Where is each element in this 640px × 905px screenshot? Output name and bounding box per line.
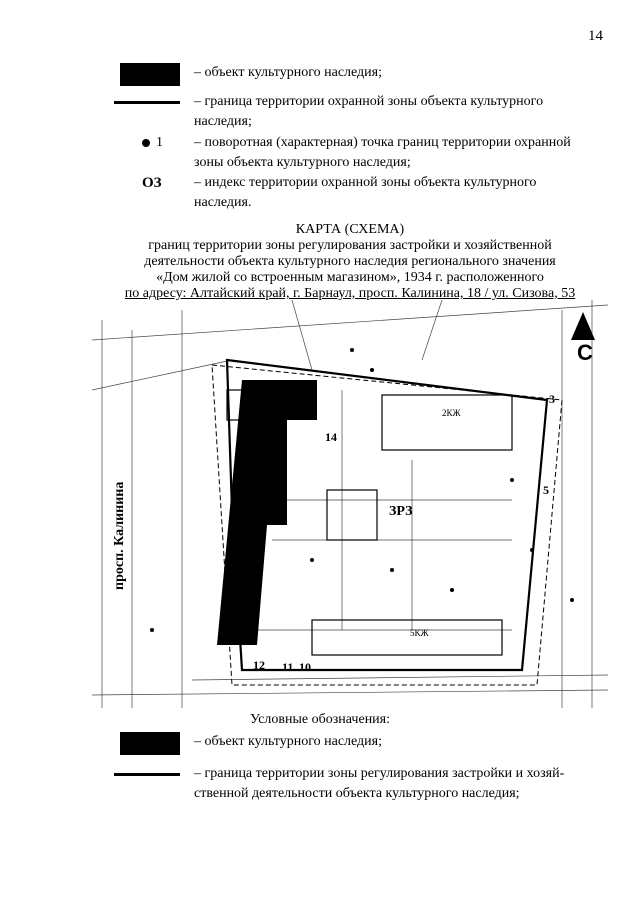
legend-heading: Условные обозначения: bbox=[249, 712, 391, 727]
legend-text: – объект культурного наследия; bbox=[194, 734, 382, 749]
point-label: 14 bbox=[325, 430, 337, 444]
black-fill-swatch bbox=[120, 63, 180, 86]
legend-text: – граница территории охранной зоны объекта культурного bbox=[194, 94, 544, 109]
page-number: 14 bbox=[588, 28, 603, 44]
legend-text: – индекс территории охранной зоны объекта культурного bbox=[194, 175, 537, 190]
building-label: 5КЖ bbox=[410, 628, 429, 638]
point-label: 12 bbox=[253, 658, 265, 672]
map-title-line: «Дом жилой со встроенным магазином», 1934 г. расположенного bbox=[156, 270, 544, 285]
point-label: 11 bbox=[282, 660, 294, 674]
legend-text: ственной деятельности объекта культурного наследия; bbox=[194, 786, 520, 801]
map-title-line: границ территории зоны регулирования застройки и хозяйственной bbox=[148, 238, 552, 253]
point-label: 5 bbox=[543, 483, 549, 497]
map-title-line: по адресу: Алтайский край, г. Барнаул, просп. Калинина, 18 / ул. Сизова, 53 bbox=[124, 286, 576, 301]
zone-index-label: ЗРЗ bbox=[389, 504, 413, 519]
legend-text: наследия. bbox=[194, 195, 252, 210]
legend-text: – поворотная (характерная) точка границ территории охранной bbox=[194, 135, 571, 150]
point-number: 1 bbox=[156, 135, 163, 150]
north-arrow-icon bbox=[571, 312, 595, 340]
legend-text: – объект культурного наследия; bbox=[194, 65, 382, 80]
point-label: 13 bbox=[286, 380, 298, 394]
legend-text: наследия; bbox=[194, 114, 252, 129]
site-map bbox=[92, 300, 608, 708]
point-dot-icon bbox=[142, 139, 150, 147]
building-label: 2КЖ bbox=[442, 408, 461, 418]
point-label: 10 bbox=[299, 660, 311, 674]
map-title bbox=[90, 222, 610, 302]
boundary-line-swatch bbox=[114, 773, 180, 776]
map-title-line: КАРТА (СХЕМА) bbox=[295, 222, 405, 237]
legend-text: – граница территории зоны регулирования застройки и хозяй- bbox=[194, 766, 565, 781]
north-label: С bbox=[577, 340, 593, 365]
black-fill-swatch bbox=[120, 732, 180, 755]
street-label: просп. Калинина bbox=[112, 481, 127, 590]
map-title-line: деятельности объекта культурного наследия регионального значения bbox=[144, 254, 556, 269]
zone-index-label: ОЗ bbox=[142, 175, 162, 191]
point-label: 3 bbox=[549, 392, 555, 406]
legend-text: зоны объекта культурного наследия; bbox=[194, 155, 411, 170]
boundary-line-swatch bbox=[114, 101, 180, 104]
